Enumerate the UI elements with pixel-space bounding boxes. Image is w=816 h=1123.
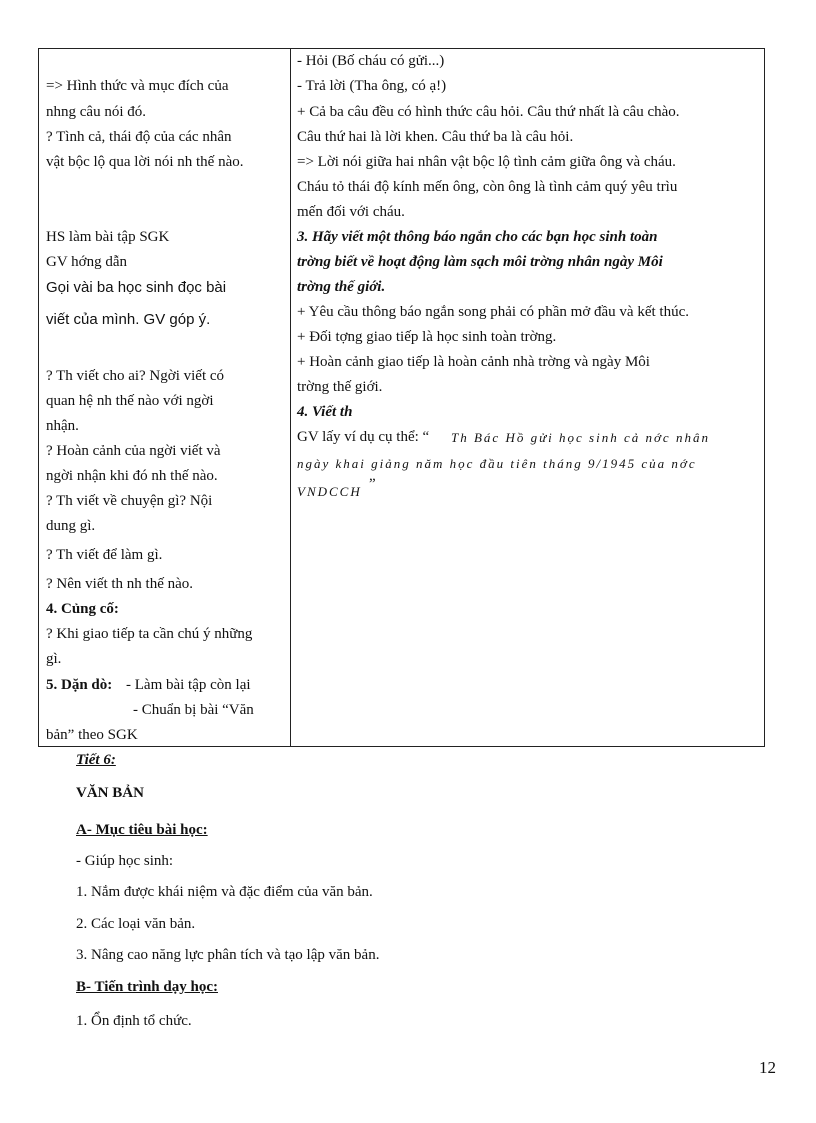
left-line: ? Hoàn cảnh của ngời viết và [46,443,221,459]
objective-line: - Giúp học sinh: [76,853,174,869]
left-line: ? Th viết cho ai? Ngời viết có [46,368,225,384]
left-line: nhận. [46,418,79,434]
objective-line: 2. Các loại văn bản. [76,916,196,932]
left-line: dung gì. [46,518,96,534]
left-line: ? Th viết để làm gì. [46,547,163,563]
heading-a: A- Mục tiêu bài học: [76,822,208,838]
left-line: HS làm bài tập SGK [46,229,170,245]
example-quote: VNDCCH [297,484,362,499]
example-quote: Th Bác Hồ gửi học sinh cả nớc nhân [451,430,710,445]
left-line: bản” theo SGK [46,727,138,743]
procedure-line: 1. Ổn định tổ chức. [76,1013,192,1029]
column-divider [290,49,291,746]
left-line: - Làm bài tập còn lại [126,677,251,693]
page-number: 12 [759,1058,776,1077]
left-line: ? Khi giao tiếp ta cần chú ý những [46,626,253,642]
right-line: trờng thế giới. [297,379,383,395]
left-line: ? Nên viết th nh thế nào. [46,576,194,592]
left-heading: 5. Dặn dò: [46,677,113,693]
right-line: + Hoàn cảnh giao tiếp là hoàn cảnh nhà trờng và ngày Môi [297,354,650,370]
left-line: viết của mình. GV góp ý. [46,311,211,328]
heading-b: B- Tiến trình dạy học: [76,979,218,995]
left-line: ? Tình cả, thái độ của các nhân [46,129,232,145]
example-quote: ngày khai giảng năm học đầu tiên tháng 9/1945 của nớc [297,456,697,471]
lesson-table [38,48,765,747]
right-line: Cháu tỏ thái độ kính mến ông, còn ông là tình cảm quý yêu trìu [297,179,678,195]
right-line: + Cả ba câu đều có hình thức câu hỏi. Câu thứ nhất là câu chào. [297,104,680,120]
right-heading: trờng biết về hoạt động làm sạch môi trờng nhân ngày Môi [297,254,663,270]
section-title: VĂN BẢN [76,785,144,801]
left-line: - Chuẩn bị bài “Văn [133,702,254,718]
lesson-number: Tiết 6: [76,752,116,768]
left-line: GV hớng dẫn [46,254,127,270]
right-line: + Đối tợng giao tiếp là học sinh toàn trờng. [297,329,557,345]
right-heading: trờng thế giới. [297,279,386,295]
right-line: mến đối với cháu. [297,204,405,220]
right-line: => Lời nói giữa hai nhân vật bộc lộ tình cảm giữa ông và cháu. [297,154,676,170]
left-line: nhng câu nói đó. [46,104,146,120]
quote-mark: ” [369,476,376,492]
objective-line: 1. Nắm được khái niệm và đặc điểm của văn bản. [76,884,373,900]
right-line: - Hỏi (Bố cháu có gửi...) [297,53,445,69]
right-line: GV lấy ví dụ cụ thể: “ [297,429,430,445]
right-line: - Trả lời (Tha ông, có ạ!) [297,78,447,94]
left-line: ? Th viết về chuyện gì? Nội [46,493,213,509]
left-line: quan hệ nh thế nào với ngời [46,393,214,409]
right-heading: 4. Viết th [297,404,353,420]
left-line: Gọi vài ba học sinh đọc bài [46,279,227,296]
right-line: Câu thứ hai là lời khen. Câu thứ ba là câu hỏi. [297,129,574,145]
left-line: ngời nhận khi đó nh thế nào. [46,468,218,484]
left-heading: 4. Củng cố: [46,601,119,617]
left-line: gì. [46,651,62,667]
objective-line: 3. Nâng cao năng lực phân tích và tạo lập văn bản. [76,947,380,963]
left-line: vật bộc lộ qua lời nói nh thế nào. [46,154,244,170]
right-line: + Yêu cầu thông báo ngắn song phải có phần mở đầu và kết thúc. [297,304,689,320]
right-heading: 3. Hãy viết một thông báo ngắn cho các bạn học sinh toàn [297,229,658,245]
left-line: => Hình thức và mục đích của [46,78,229,94]
